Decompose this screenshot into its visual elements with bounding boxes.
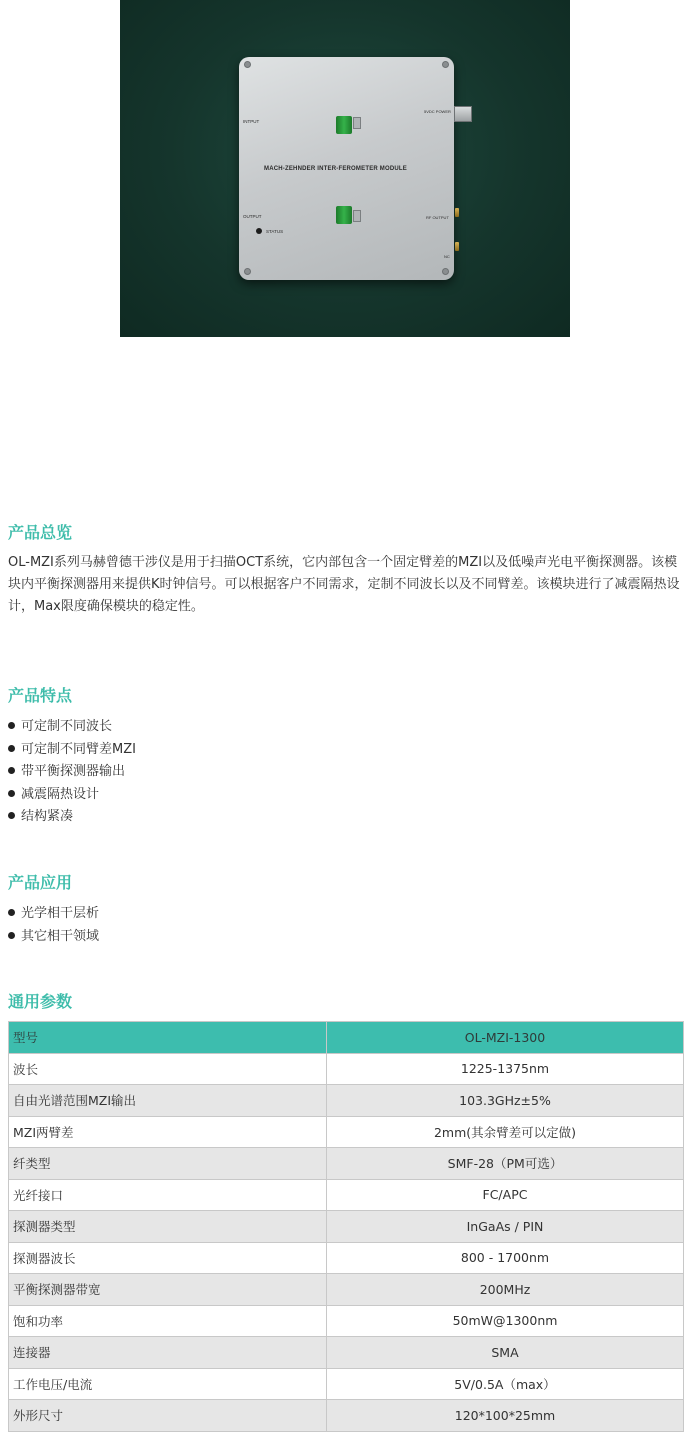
table-row	[9, 1368, 684, 1400]
list-item	[8, 739, 136, 762]
list-item	[8, 761, 136, 784]
spec-value: 2mm(其余臂差可以定做)	[327, 1116, 684, 1148]
spec-label: 探测器波长	[9, 1242, 327, 1274]
spec-value: 50mW@1300nm	[327, 1305, 684, 1337]
bullet-icon	[8, 790, 15, 797]
output-port-label: OUTPUT	[243, 214, 262, 219]
status-label: STATUS	[266, 229, 284, 234]
table-row	[9, 1274, 684, 1306]
spec-value: 103.3GHz±5%	[327, 1085, 684, 1117]
rf-output-label: RF OUTPUT	[426, 215, 449, 220]
feature-text: 可定制不同波长	[21, 719, 113, 734]
spec-label: 探测器类型	[9, 1211, 327, 1243]
spec-value: InGaAs / PIN	[327, 1211, 684, 1243]
list-item	[8, 784, 136, 807]
table-row	[9, 1148, 684, 1180]
output-fiber-connector-icon	[336, 206, 352, 224]
feature-text: 结构紧凑	[21, 809, 74, 824]
spec-label: 饱和功率	[9, 1305, 327, 1337]
feature-text: 带平衡探测器输出	[21, 764, 126, 779]
input-connector-stub	[353, 117, 361, 129]
table-row	[9, 1085, 684, 1117]
screw-icon	[244, 61, 251, 68]
list-item	[8, 903, 99, 926]
spec-table	[8, 1021, 684, 1432]
bullet-icon	[8, 722, 15, 729]
application-text: 光学相干层析	[21, 906, 100, 921]
spec-label: 型号	[9, 1022, 327, 1054]
table-row	[9, 1337, 684, 1369]
output-connector-stub	[353, 210, 361, 222]
spec-value: OL-MZI-1300	[327, 1022, 684, 1054]
input-fiber-connector-icon	[336, 116, 352, 134]
applications-title: 产品应用	[8, 873, 73, 892]
list-item	[8, 716, 136, 739]
table-row	[9, 1116, 684, 1148]
bullet-icon	[8, 767, 15, 774]
spec-label: 纤类型	[9, 1148, 327, 1180]
power-connector-icon	[454, 106, 472, 122]
nc-sma-connector-icon	[455, 242, 459, 251]
table-row	[9, 1211, 684, 1243]
table-row	[9, 1022, 684, 1054]
spec-label: 外形尺寸	[9, 1400, 327, 1432]
spec-value: 200MHz	[327, 1274, 684, 1306]
spec-label: 光纤接口	[9, 1179, 327, 1211]
module-title-label: MACH-ZEHNDER INTER-FEROMETER MODULE	[264, 166, 407, 172]
table-row	[9, 1179, 684, 1211]
spec-label: 波长	[9, 1053, 327, 1085]
screw-icon	[244, 268, 251, 275]
overview-text: OL-MZI系列马赫曾德干涉仪是用于扫描OCT系统，它内部包含一个固定臂差的MZI以及低噪声光电平衡探测器。该模块内平衡探测器用来提供K时钟信号。可以根据客户不同需求，定制不同波长以及不同臂差。该模块进行了减震隔热设计，Max限度确保模块的稳定性。	[8, 555, 680, 614]
spec-label: MZI两臂差	[9, 1116, 327, 1148]
bullet-icon	[8, 812, 15, 819]
feature-text: 可定制不同臂差MZI	[21, 741, 136, 757]
table-row	[9, 1305, 684, 1337]
spec-value: SMF-28（PM可选）	[327, 1148, 684, 1180]
spec-label: 连接器	[9, 1337, 327, 1369]
applications-list	[8, 903, 99, 948]
table-row	[9, 1400, 684, 1432]
spec-value: 5V/0.5A（max）	[327, 1368, 684, 1400]
spec-value: 800 - 1700nm	[327, 1242, 684, 1274]
spec-value: 120*100*25mm	[327, 1400, 684, 1432]
bullet-icon	[8, 745, 15, 752]
bullet-icon	[8, 932, 15, 939]
mzi-module-body	[239, 57, 454, 280]
spec-value: FC/APC	[327, 1179, 684, 1211]
spec-value: 1225-1375nm	[327, 1053, 684, 1085]
features-list	[8, 716, 136, 829]
nc-label: NC	[444, 254, 450, 259]
list-item	[8, 806, 136, 829]
input-port-label: INTPUT	[243, 119, 260, 124]
table-row	[9, 1242, 684, 1274]
power-port-label: 5VDC POWER	[424, 109, 451, 114]
spec-value: SMA	[327, 1337, 684, 1369]
list-item	[8, 926, 99, 949]
spec-label: 平衡探测器带宽	[9, 1274, 327, 1306]
status-led-icon	[256, 228, 262, 234]
rf-sma-connector-icon	[455, 208, 459, 217]
spec-label: 自由光谱范围MZI输出	[9, 1085, 327, 1117]
screw-icon	[442, 61, 449, 68]
screw-icon	[442, 268, 449, 275]
feature-text: 减震隔热设计	[21, 786, 100, 802]
overview-title: 产品总览	[8, 523, 73, 542]
table-row	[9, 1053, 684, 1085]
features-title: 产品特点	[8, 686, 73, 705]
specs-title: 通用参数	[8, 992, 73, 1011]
application-text: 其它相干领域	[21, 928, 100, 944]
spec-label: 工作电压/电流	[9, 1368, 327, 1400]
bullet-icon	[8, 909, 15, 916]
product-photo	[120, 0, 570, 337]
